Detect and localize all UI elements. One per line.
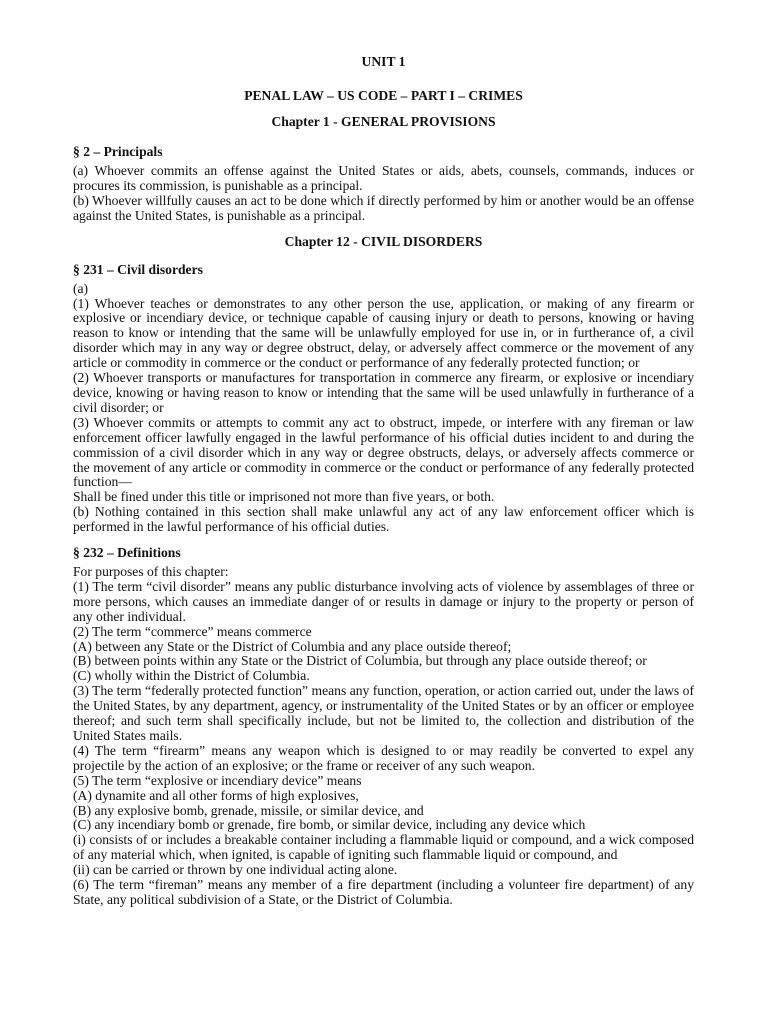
paragraph: (3) The term “federally protected function” means any function, operation, or action carried out, under the laws of the United States, by any department, agency, or instrumentality of the United States or by an officer or employee thereof; and such term shall specifically include, but not be limited to, the collection and distribution of the United States mails.: [73, 683, 694, 743]
paragraph: (a) Whoever commits an offense against the United States or aids, abets, counsels, commands, induces or procures its commission, is punishable as a principal.: [73, 163, 694, 193]
law-title: PENAL LAW – US CODE – PART I – CRIMES: [244, 88, 523, 103]
paragraph: Shall be fined under this title or imprisoned not more than five years, or both.: [73, 489, 495, 505]
unit-title: UNIT 1: [361, 54, 406, 69]
section-heading: § 232 – Definitions: [73, 545, 181, 561]
paragraph: (3) Whoever commits or attempts to commit any act to obstruct, impede, or interfere with any fireman or law enforcement officer lawfully engaged in the lawful performance of his official duties incident to and during the commission of a civil disorder which in any way or degree obstructs, delays, or adversely affects commerce or the movement of any article or commodity in commerce or the conduct or performance of any federally protected function—: [73, 414, 694, 490]
paragraph: For purposes of this chapter:: [73, 564, 229, 580]
paragraph: (ii) can be carried or thrown by one individual acting alone.: [73, 862, 398, 878]
section-civil-disorders: [73, 262, 694, 535]
paragraph: (B) between points within any State or the District of Columbia, but through any place outside thereof; or: [73, 653, 647, 669]
paragraph: (5) The term “explosive or incendiary device” means: [73, 772, 362, 788]
paragraph: (A) between any State or the District of Columbia and any place outside thereof;: [73, 638, 512, 654]
section-heading: § 231 – Civil disorders: [73, 261, 203, 277]
paragraph: (C) any incendiary bomb or grenade, fire bomb, or similar device, including any device which: [73, 817, 586, 833]
document-page: [73, 46, 694, 916]
paragraph: (2) Whoever transports or manufactures for transportation in commerce any firearm, or explosive or incendiary device, knowing or having reason to know or intending that the same will be used unlawfully in furtherance of a civil disorder; or: [73, 370, 694, 415]
paragraph: (A) dynamite and all other forms of high explosives,: [73, 787, 359, 803]
paragraph: (C) wholly within the District of Columbia.: [73, 668, 310, 684]
paragraph: (b) Whoever willfully causes an act to be done which if directly performed by him or another would be an offense against the United States, is punishable as a principal.: [73, 192, 694, 223]
section-heading: § 2 – Principals: [73, 144, 163, 159]
section-principals: [73, 144, 694, 224]
chapter-title: Chapter 12 - CIVIL DISORDERS: [284, 233, 483, 249]
paragraph: (6) The term “fireman” means any member of a fire department (including a volunteer fire department) of any State, any political subdivision of a State, or the District of Columbia.: [73, 877, 694, 907]
paragraph: (i) consists of or includes a breakable container including a flammable liquid or compound, and a wick composed of any material which, when ignited, is capable of igniting such flammable liquid or compound, and: [73, 832, 694, 863]
paragraph: (a): [73, 280, 89, 296]
paragraph: (2) The term “commerce” means commerce: [73, 623, 312, 639]
paragraph: (1) The term “civil disorder” means any public disturbance involving acts of violence by assemblages of three or more persons, which causes an immediate danger of or results in damage or injury to the property or person of any other individual.: [73, 578, 694, 624]
chapter-title: Chapter 1 - GENERAL PROVISIONS: [271, 114, 496, 129]
section-definitions: [73, 545, 694, 908]
paragraph: (1) Whoever teaches or demonstrates to any other person the use, application, or making of any firearm or explosive or incendiary device, or technique capable of causing injury or death to persons, knowing or having reason to know or intending that the same will be unlawfully employed for use in, or in furtherance of, a civil disorder which may in any way or degree obstruct, delay, or adversely affect commerce or the movement of any article or commodity in commerce or the conduct or performance of any federally protected function; or: [73, 295, 694, 371]
paragraph: (4) The term “firearm” means any weapon which is designed to or may readily be converted to expel any projectile by the action of an explosive; or the frame or receiver of any such weapon.: [73, 742, 694, 773]
paragraph: (B) any explosive bomb, grenade, missile, or similar device, and: [73, 802, 424, 818]
paragraph: (b) Nothing contained in this section shall make unlawful any act of any law enforcement officer which is performed in the lawful performance of his official duties.: [73, 504, 694, 535]
